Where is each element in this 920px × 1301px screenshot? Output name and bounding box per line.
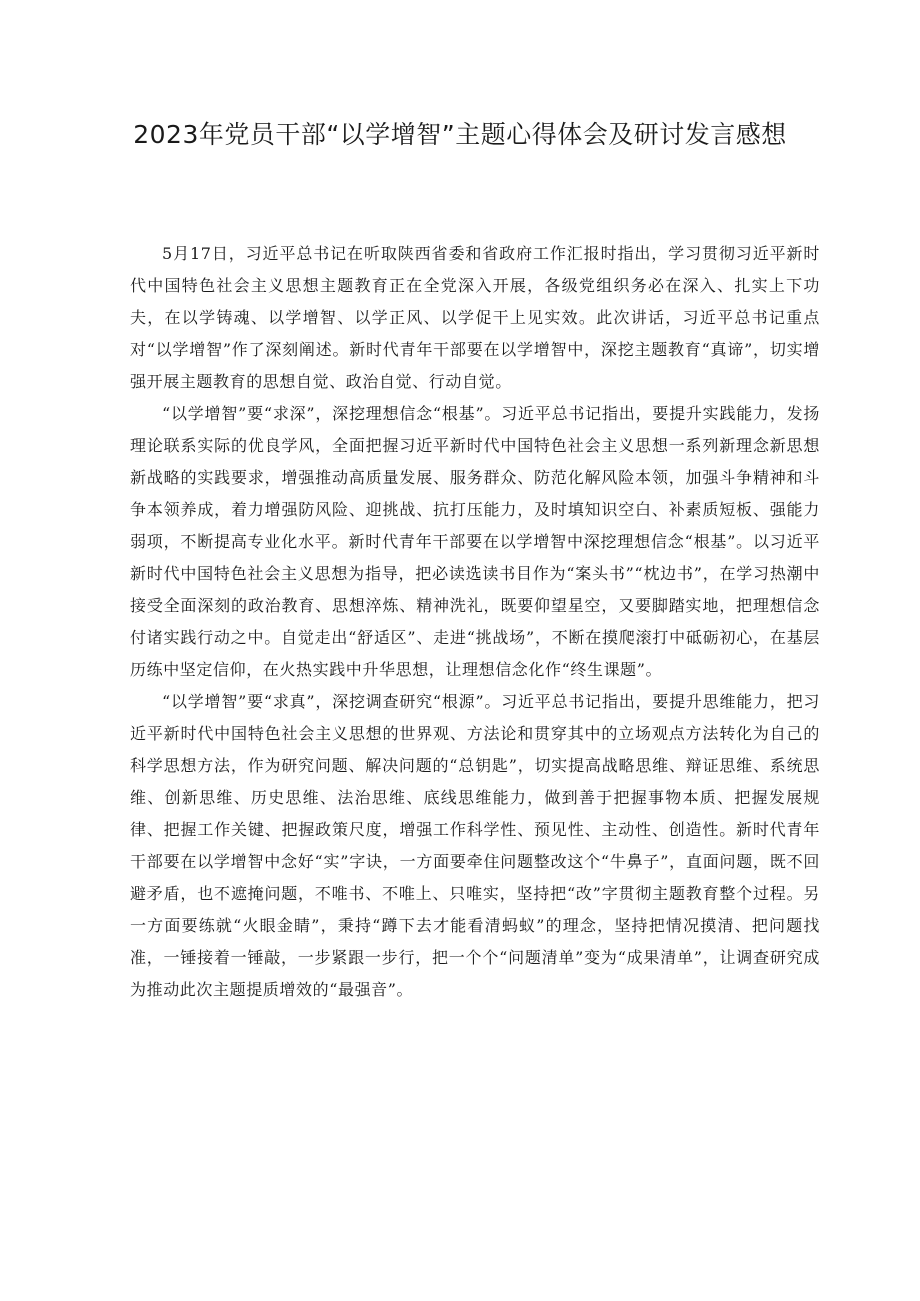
document-title: 2023年党员干部“以学增智”主题心得体会及研讨发言感想 (133, 120, 787, 149)
paragraph-qiuzhen: “以学增智”要“求真”，深挖调查研究“根源”。习近平总书记指出，要提升思维能力，把习近平新时代中国特色社会主义思想的世界观、方法论和贯穿其中的立场观点方法转化为自己的科学思想方法，作为研究问题、解决问题的“总钥匙”，切实提高战略思维、辩证思维、系统思维、创新思维、历史思维、法治思维、底线思维能力，做到善于把握事物本质、把握发展规律、把握工作关键、把握政策尺度，增强工作科学性、预见性、主动性、创造性。新时代青年干部要在以学增智中念好“实”字诀，一方面要牵住问题整改这个“牛鼻子”，直面问题，既不回避矛盾，也不遮掩问题，不唯书、不唯上、只唯实，坚持把“改”字贯彻主题教育整个过程。另一方面要练就“火眼金睛”，秉持“蹲下去才能看清蚂蚁”的理念，坚持把情况摸清、把问题找准，一锤接着一锤敲，一步紧跟一步行，把一个个“问题清单”变为“成果清单”，让调查研究成为推动此次主题提质增效的“最强音”。 (130, 692, 820, 999)
paragraph-qiushen: “以学增智”要“求深”，深挖理想信念“根基”。习近平总书记指出，要提升实践能力，发扬理论联系实际的优良学风，全面把握习近平新时代中国特色社会主义思想一系列新理念新思想新战略的实践要求，增强推动高质量发展、服务群众、防范化解风险本领，加强斗争精神和斗争本领养成，着力增强防风险、迎挑战、抗打压能力，及时填知识空白、补素质短板、强能力弱项，不断提高专业化水平。新时代青年干部要在以学增智中深挖理想信念“根基”。以习近平新时代中国特色社会主义思想为指导，把必读选读书目作为“案头书”“枕边书”，在学习热潮中接受全面深刻的政治教育、思想淬炼、精神洗礼，既要仰望星空，又要脚踏实地，把理想信念付诸实践行动之中。自觉走出“舒适区”、走进“挑战场”，不断在摸爬滚打中砥砺初心，在基层历练中坚定信仰，在火热实践中升华思想，让理想信念化作“终生课题”。 (130, 404, 820, 679)
paragraph-intro: 5月17日，习近平总书记在听取陕西省委和省政府工作汇报时指出，学习贯彻习近平新时代中国特色社会主义思想主题教育正在全党深入开展，各级党组织务必在深入、扎实上下功夫，在以学铸魂、以学增智、以学正风、以学促干上见实效。此次讲话，习近平总书记重点对“以学增智”作了深刻阐述。新时代青年干部要在以学增智中，深挖主题教育“真谛”，切实增强开展主题教育的思想自觉、政治自觉、行动自觉。 (130, 244, 820, 391)
document-body (130, 238, 820, 1006)
